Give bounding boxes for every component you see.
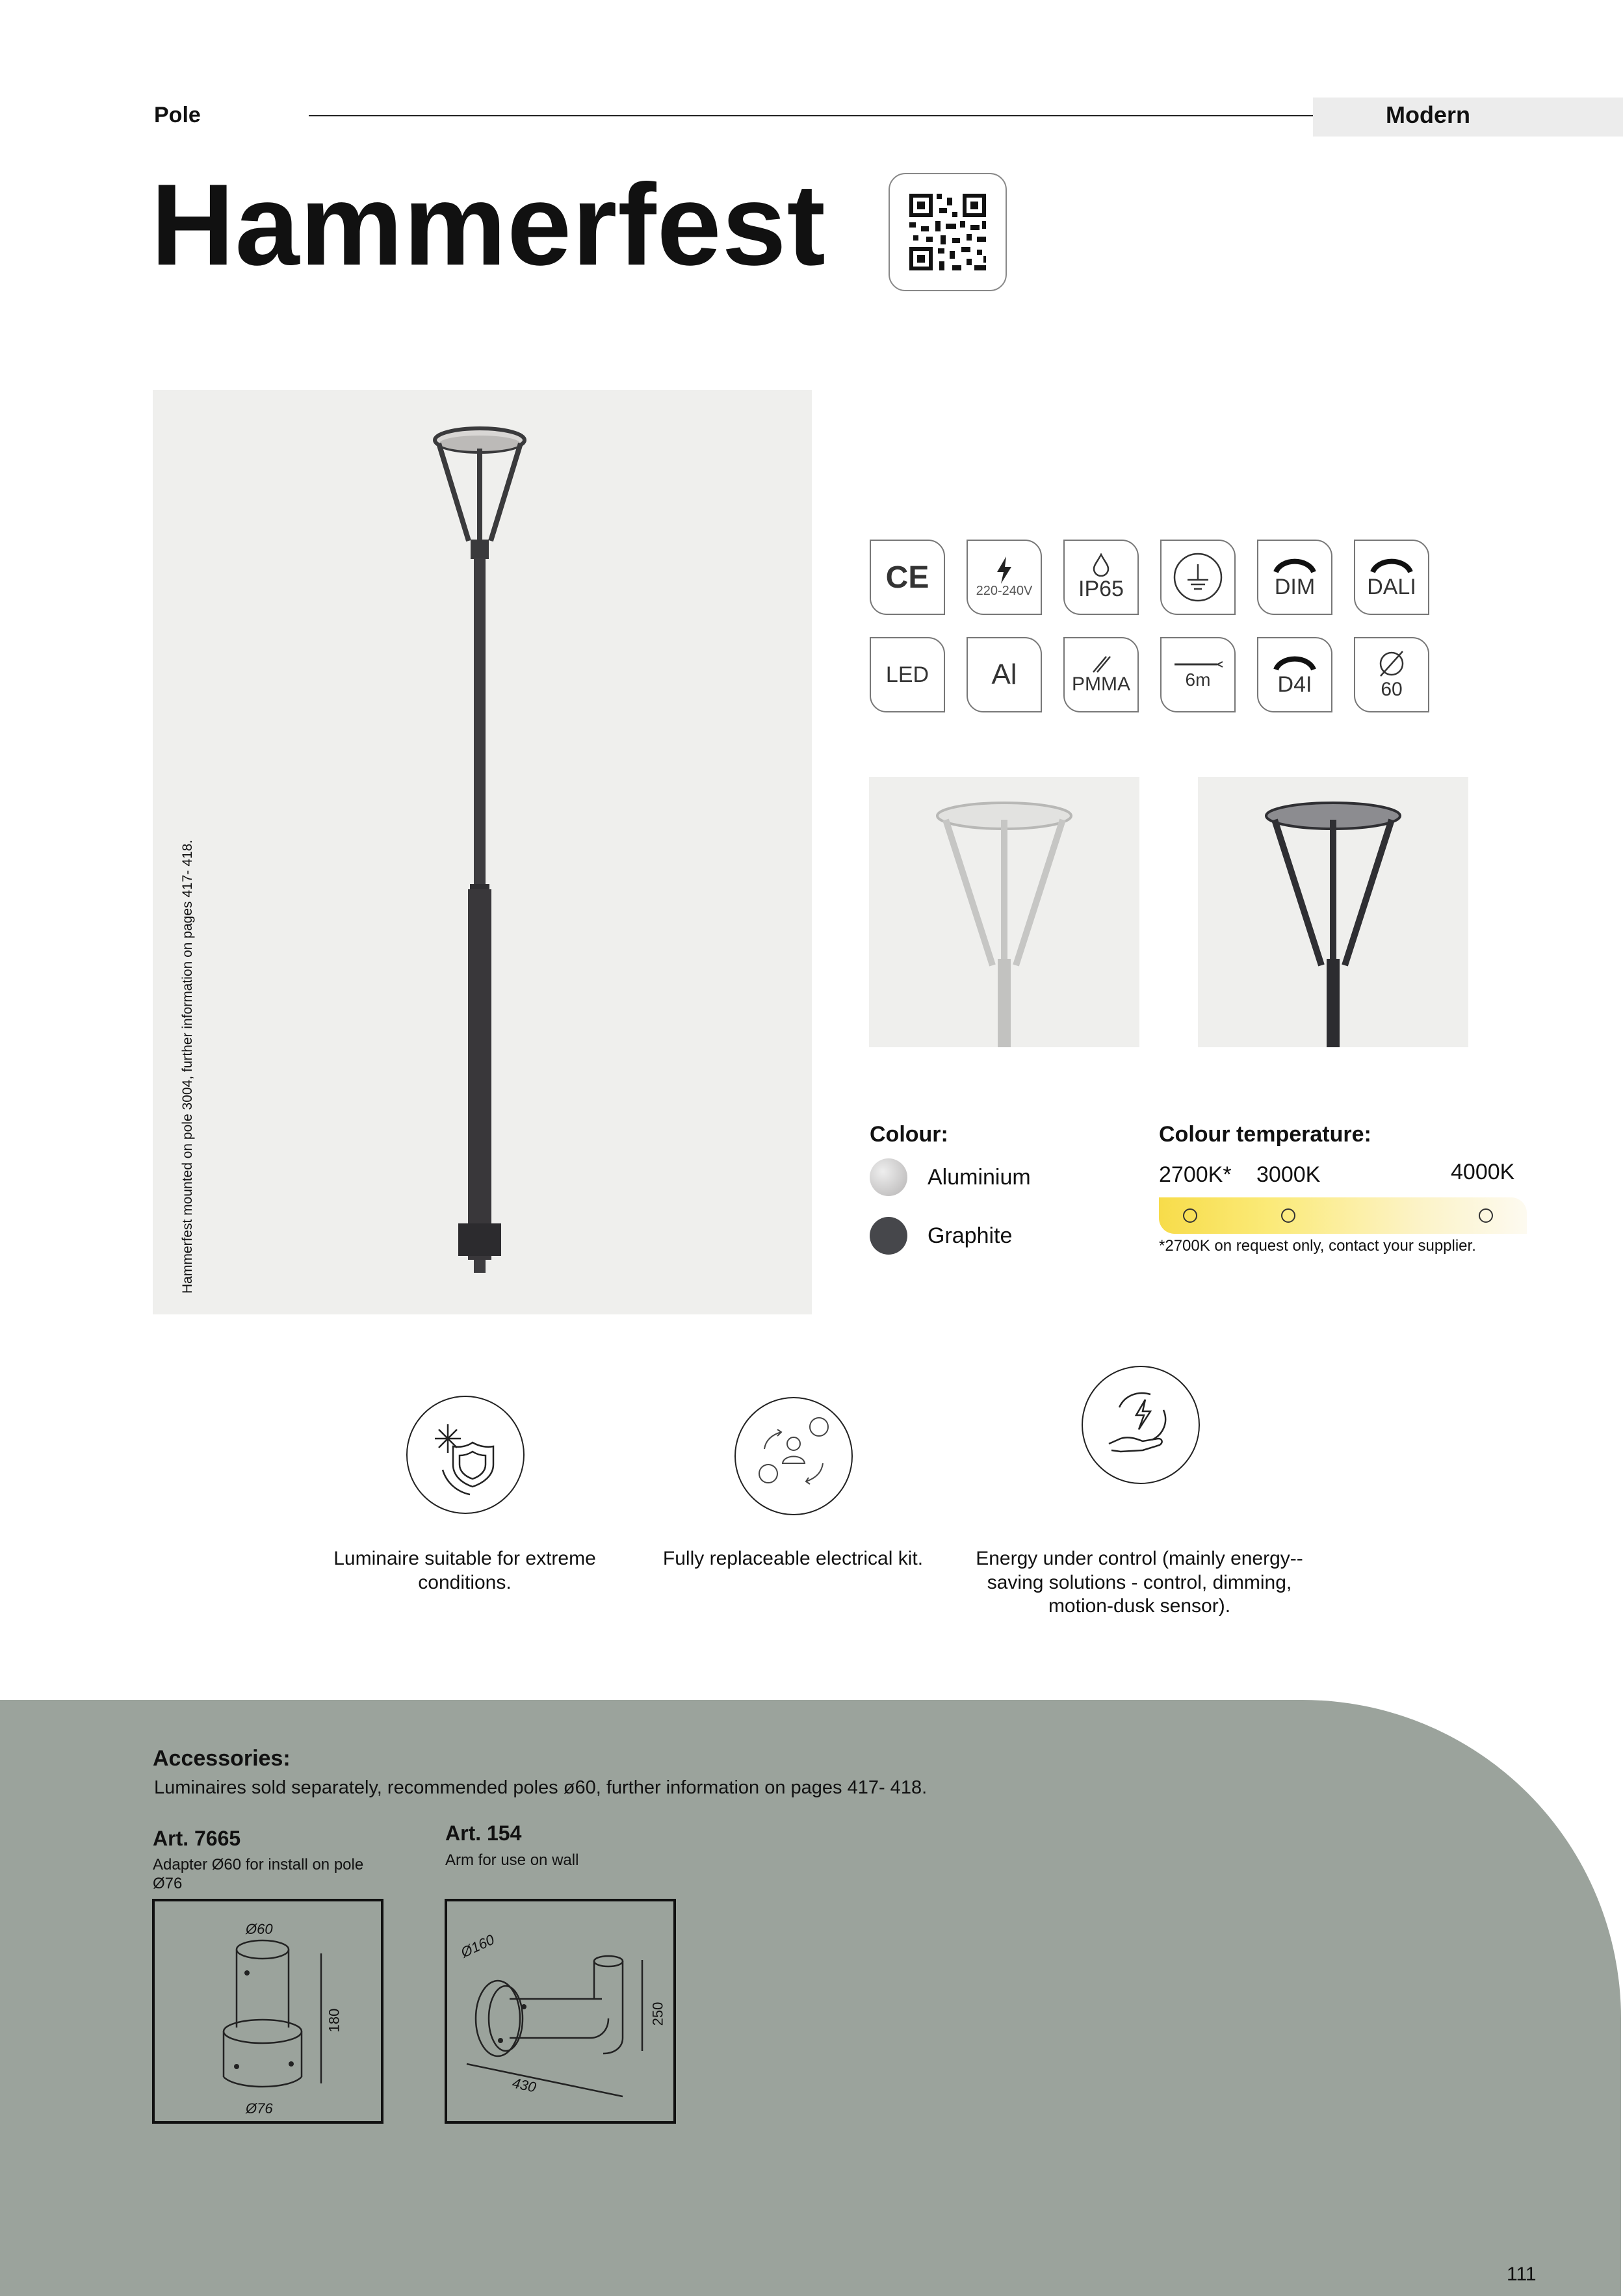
colour-heading: Colour: <box>870 1122 948 1147</box>
accessory-154-art: Art. 154 <box>445 1821 522 1845</box>
adapter-top-diameter: Ø60 <box>246 1921 273 1937</box>
spec-icons-grid <box>870 540 1429 712</box>
temp-3000k-marker[interactable] <box>1281 1208 1295 1223</box>
street-lamp-illustration <box>153 390 812 1314</box>
accessory-154-desc: Arm for use on wall <box>445 1851 579 1869</box>
water-drop-icon <box>1091 553 1111 577</box>
hand-energy-icon <box>1083 1367 1199 1483</box>
graphite-label: Graphite <box>928 1223 1013 1248</box>
arm-length: 430 <box>510 2074 538 2096</box>
photo-caption: Hammerfest mounted on pole 3004, further information on pages 417- 418. <box>180 839 195 1294</box>
d4i-icon: D4I <box>1257 637 1332 712</box>
pmma-lines-icon <box>1088 654 1114 673</box>
aluminium-icon: Al <box>967 637 1042 712</box>
accessories-note: Luminaires sold separately, recommended poles ø60, further information on pages 417- 418. <box>154 1777 928 1798</box>
aluminium-swatch[interactable] <box>870 1158 907 1196</box>
header-divider <box>309 115 1313 116</box>
colour-temperature-note: *2700K on request only, contact your supplier. <box>1159 1237 1476 1255</box>
aluminium-label: Aluminium <box>928 1165 1031 1190</box>
dim-icon: DIM <box>1257 540 1332 615</box>
feature-replaceable-kit-text: Fully replaceable electrical kit. <box>662 1548 924 1569</box>
wall-arm-drawing-icon <box>447 1901 673 2121</box>
earth-icon <box>1160 540 1236 615</box>
arm-plate-diameter: Ø160 <box>458 1931 497 1961</box>
pmma-icon: PMMA <box>1063 637 1139 712</box>
d4i-arc-icon <box>1272 653 1318 672</box>
adapter-bottom-diameter: Ø76 <box>246 2100 273 2117</box>
aluminium-variant-photo <box>869 777 1139 1047</box>
ip65-icon: IP65 <box>1063 540 1139 615</box>
diameter-symbol-icon <box>1377 649 1407 679</box>
accessory-7665-art: Art. 7665 <box>153 1827 241 1850</box>
extreme-conditions-icon <box>406 1396 525 1514</box>
page-number: 111 <box>1507 2263 1537 2285</box>
accessory-154-drawing[interactable] <box>445 1899 676 2124</box>
aluminium-lamp-head <box>869 777 1139 1047</box>
dim-arc-icon <box>1272 555 1318 575</box>
led-icon: LED <box>870 637 945 712</box>
temp-4000k-label: 4000K <box>1451 1160 1515 1184</box>
temp-3000k-label: 3000K <box>1256 1162 1321 1187</box>
colour-temperature-bar <box>1159 1197 1527 1234</box>
temp-2700k-label: 2700K* <box>1159 1162 1232 1187</box>
cable-icon <box>1172 659 1224 670</box>
accessory-7665-desc: Adapter Ø60 for install on pole Ø76 <box>153 1856 364 1892</box>
ce-icon: CE <box>870 540 945 615</box>
accessories-heading: Accessories: <box>153 1746 291 1771</box>
qr-code[interactable] <box>889 173 1007 291</box>
ground-symbol-icon <box>1171 550 1225 605</box>
colour-temperature-heading: Colour temperature: <box>1159 1122 1371 1147</box>
snowflake-shield-icon <box>408 1397 523 1513</box>
main-product-photo <box>153 390 812 1314</box>
cable-length-icon: 6m <box>1160 637 1236 712</box>
accessory-7665-drawing[interactable] <box>152 1899 383 2124</box>
product-title: Hammerfest <box>151 160 826 289</box>
temp-4000k-marker[interactable] <box>1479 1208 1493 1223</box>
accessories-corner <box>1303 1700 1623 2296</box>
voltage-icon: 220-240V <box>967 540 1042 615</box>
feature-extreme-conditions-text: Luminaire suitable for extreme conditions. <box>333 1548 596 1593</box>
graphite-variant-photo <box>1198 777 1468 1047</box>
qr-code-icon <box>890 174 1006 290</box>
temp-2700k-marker[interactable] <box>1183 1208 1197 1223</box>
feature-energy-control-text: Energy under control (mainly energy--saving solutions - control, dimming, motion-dusk sensor). <box>976 1548 1303 1617</box>
dali-icon: DALI <box>1354 540 1429 615</box>
lightning-icon <box>994 556 1014 584</box>
arm-height: 250 <box>649 2002 666 2026</box>
collection-tab <box>1313 98 1623 137</box>
adapter-height: 180 <box>326 2008 343 2033</box>
replaceable-kit-icon <box>734 1397 853 1515</box>
graphite-lamp-head <box>1198 777 1468 1047</box>
graphite-swatch[interactable] <box>870 1217 907 1255</box>
led-swap-icon <box>736 1398 851 1514</box>
category-label: Pole <box>154 103 201 127</box>
dali-arc-icon <box>1369 555 1414 575</box>
energy-control-icon <box>1082 1366 1200 1484</box>
diameter-icon: 60 <box>1354 637 1429 712</box>
collection-label: Modern <box>1386 101 1470 128</box>
